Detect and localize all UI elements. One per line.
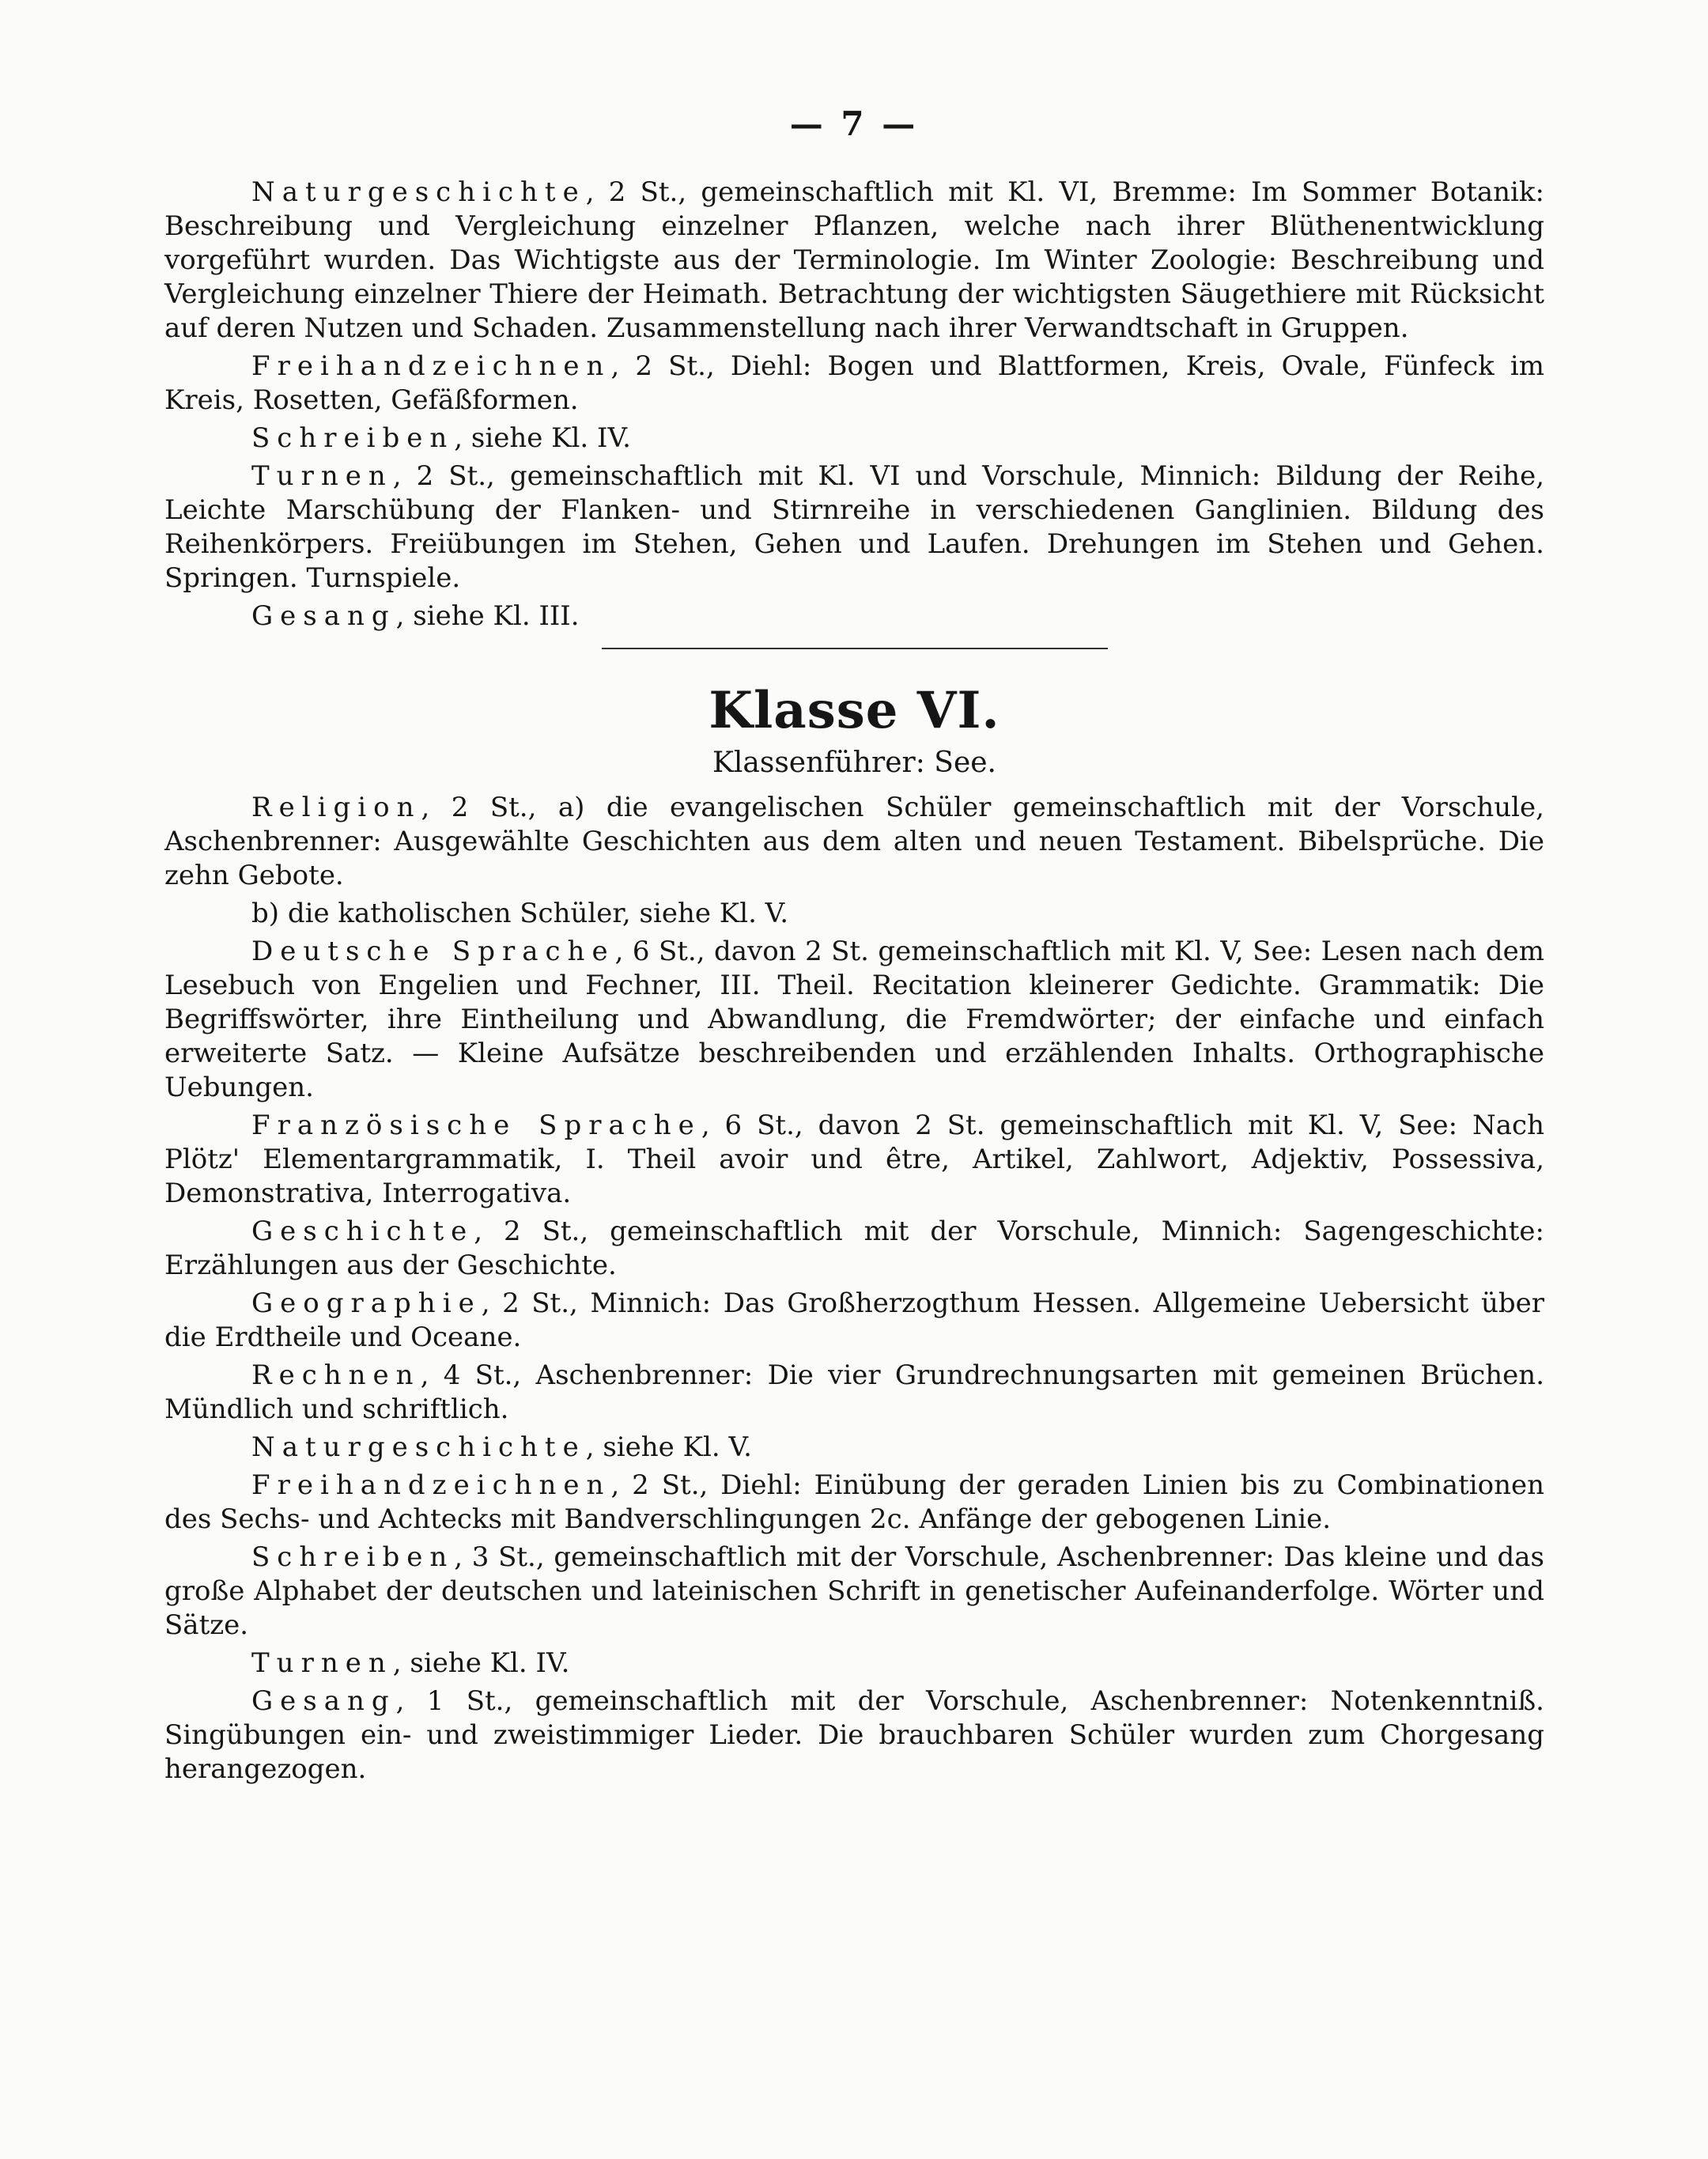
paragraph-text: , 2 St., Diehl: Einübung der geraden Linien bis zu Combinationen des Sechs- und Achtecks mit Bandverschlingungen 2c. Anfänge der gebogenen Linie. — [164, 1469, 1544, 1535]
subject-heading: Deutsche Sprache — [251, 936, 615, 967]
subject-heading: Freihandzeichnen — [251, 350, 611, 382]
paragraph-religion-b — [164, 897, 1544, 931]
subject-heading: Religion — [251, 792, 421, 823]
paragraph-freihandzeichnen-prev — [164, 350, 1544, 418]
paragraph-text: , 4 St., Aschenbrenner: Die vier Grundrechnungsarten mit gemeinen Brüchen. Mündlich und schriftlich. — [164, 1359, 1544, 1425]
paragraph-naturgeschichte — [164, 1431, 1544, 1465]
paragraph-gesang — [164, 1684, 1544, 1787]
paragraph-geographie — [164, 1287, 1544, 1355]
paragraph-text: b) die katholischen Schüler, siehe Kl. V. — [251, 898, 789, 929]
subject-heading: Schreiben — [251, 422, 455, 454]
paragraph-text: , 6 St., davon 2 St. gemeinschaftlich mit Kl. V, See: Lesen nach dem Lesebuch von Engelien und Fechner, III. Theil. Recitation kleinerer Gedichte. Grammatik: Die Begriffswörter, ihre Eintheilung und Abwandlung, die Fremdwörter; der einfache und einfach erweiterte Satz. — Kleine Aufsätze beschreibenden und erzählenden Inhalts. Orthographische Uebungen. — [164, 936, 1544, 1103]
paragraph-religion — [164, 791, 1544, 893]
paragraph-text: , siehe Kl. V. — [585, 1431, 752, 1463]
paragraph-text: , 2 St., gemeinschaftlich mit der Vorschule, Minnich: Sagengeschichte: Erzählungen aus der Geschichte. — [164, 1216, 1544, 1281]
paragraph-text: , 1 St., gemeinschaftlich mit der Vorschule, Aschenbrenner: Notenkenntniß. Singübungen ein- und zweistimmiger Lieder. Die brauchbaren Schüler wurden zum Chorgesang herangezogen. — [164, 1685, 1544, 1785]
page-number: — 7 — — [789, 104, 919, 143]
subject-heading: Rechnen — [251, 1359, 421, 1391]
subject-heading: Geschichte — [251, 1216, 474, 1247]
paragraph-deutsche-sprache — [164, 935, 1544, 1105]
paragraph-text: , 2 St., Diehl: Bogen und Blattformen, Kreis, Ovale, Fünfeck im Kreis, Rosetten, Gefäßformen. — [164, 350, 1544, 416]
klasse-heading: Klasse VI. — [709, 681, 1000, 740]
paragraph-schreiben — [164, 1541, 1544, 1643]
subject-heading: Naturgeschichte — [251, 176, 586, 208]
paragraph-geschichte — [164, 1215, 1544, 1283]
paragraph-freihandzeichnen — [164, 1469, 1544, 1537]
paragraph-text: , siehe Kl. III. — [395, 600, 580, 632]
paragraph-schreiben-prev — [164, 422, 1544, 456]
paragraph-rechnen — [164, 1359, 1544, 1427]
page-body — [164, 176, 1544, 1790]
paragraph-text: , siehe Kl. IV. — [454, 422, 631, 454]
klassenfuehrer-line: Klassenführer: See. — [712, 747, 996, 779]
paragraph-text: , siehe Kl. IV. — [392, 1647, 570, 1679]
subject-heading: Schreiben — [251, 1541, 455, 1573]
paragraph-franzoesische-sprache — [164, 1109, 1544, 1211]
paragraph-text: , 2 St., Minnich: Das Großherzogthum Hessen. Allgemeine Uebersicht über die Erdtheile und Oceane. — [164, 1287, 1544, 1353]
paragraph-naturgeschichte-prev — [164, 176, 1544, 346]
subject-heading: Französische Sprache — [251, 1110, 701, 1141]
paragraph-gesang-prev — [164, 599, 1544, 633]
section-divider — [602, 648, 1108, 649]
subject-heading: Turnen — [251, 460, 393, 492]
paragraph-text: , 2 St., gemeinschaftlich mit Kl. VI, Bremme: Im Sommer Botanik: Beschreibung und Vergleichung einzelner Pflanzen, welche nach ihrer Blüthenentwicklung vorgeführt wurden. Das Wichtigste aus der Terminologie. Im Winter Zoologie: Beschreibung und Vergleichung einzelner Thiere der Heimath. Betrachtung der wichtigsten Säugethiere mit Rücksicht auf deren Nutzen und Schaden. Zusammenstellung nach ihrer Verwandtschaft in Gruppen. — [164, 176, 1544, 344]
paragraph-text: , 3 St., gemeinschaftlich mit der Vorschule, Aschenbrenner: Das kleine und das große Alphabet der deutschen und lateinischen Schrift in genetischer Aufeinanderfolge. Wörter und Sätze. — [164, 1541, 1544, 1641]
paragraph-text: , 2 St., gemeinschaftlich mit Kl. VI und Vorschule, Minnich: Bildung der Reihe, Leichte Marschübung der Flanken- und Stirnreihe in verschiedenen Ganglinien. Bildung des Reihenkörpers. Freiübungen im Stehen, Gehen und Laufen. Drehungen im Stehen und Gehen. Springen. Turnspiele. — [164, 460, 1544, 594]
subject-heading: Freihandzeichnen — [251, 1469, 611, 1501]
paragraph-text: , 6 St., davon 2 St. gemeinschaftlich mit Kl. V, See: Nach Plötz' Elementargrammatik, I. Theil avoir und être, Artikel, Zahlwort, Adjektiv, Possessiva, Demonstrativa, Interrogativa. — [164, 1110, 1544, 1209]
subject-heading: Gesang — [251, 600, 396, 632]
paragraph-turnen-prev — [164, 459, 1544, 596]
paragraph-text: , 2 St., a) die evangelischen Schüler gemeinschaftlich mit der Vorschule, Aschenbrenner: Ausgewählte Geschichten aus dem alten und neuen Testament. Bibelsprüche. Die zehn Gebote. — [164, 792, 1544, 891]
paragraph-turnen — [164, 1647, 1544, 1681]
subject-heading: Gesang — [251, 1685, 396, 1717]
subject-heading: Geographie — [251, 1287, 482, 1319]
subject-heading: Turnen — [251, 1647, 393, 1679]
subject-heading: Naturgeschichte — [251, 1431, 586, 1463]
